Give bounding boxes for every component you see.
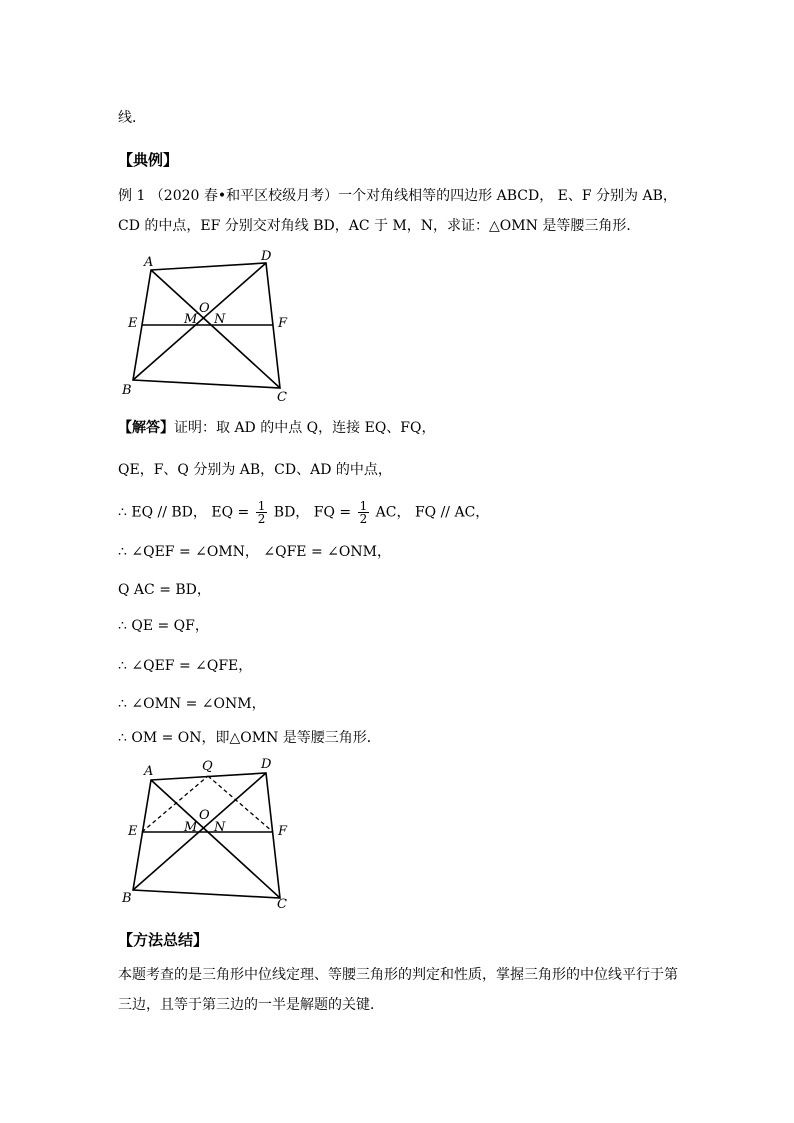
- label-m: M: [184, 312, 198, 327]
- label-a: A: [144, 255, 154, 270]
- quadrilateral-abcd-2: [133, 773, 280, 898]
- diagonal-bd: [133, 263, 266, 380]
- label-d-2: D: [261, 757, 272, 772]
- label-n: N: [214, 312, 226, 327]
- fraction-half-2: $\frac{1}{2}$: [359, 499, 368, 526]
- step2-part-a: ∴ EQ // BD， EQ =: [118, 504, 250, 521]
- top-fragment: 线．: [118, 110, 146, 126]
- method-text: 本题考查的是三角形中位线定理、等腰三角形的判定和性质，掌握三角形的中位线平行于第三边，且等于第三边的一半是解题的关键．: [118, 967, 678, 1013]
- example-line-1: [118, 186, 677, 206]
- solution-intro: 证明：取 AD 的中点 Q，连接 EQ、FQ，: [174, 420, 436, 436]
- example-problem-1: 一个对角线相等的四边形 ABCD， E、F 分别为 AB，: [338, 188, 677, 204]
- label-b: B: [122, 383, 132, 398]
- label-c: C: [277, 390, 287, 405]
- label-o: O: [199, 301, 210, 316]
- solution-step-6: ∴ ∠QEF = ∠QFE，: [118, 658, 253, 674]
- step2-part-b: BD， FQ =: [273, 504, 352, 521]
- solution-line-1: [118, 418, 436, 438]
- label-n-2: N: [214, 820, 226, 835]
- label-f-2: F: [278, 824, 288, 839]
- label-e: E: [128, 316, 138, 331]
- example-prefix: 例 1 （2020 春•和平区校级月考）: [118, 188, 339, 204]
- figure-2: [118, 755, 308, 915]
- label-c-2: C: [277, 897, 287, 912]
- solution-step-4: Q AC = BD，: [118, 582, 211, 598]
- figure-1: [118, 245, 308, 405]
- diagonal-ac-2: [151, 780, 280, 898]
- label-e-2: E: [128, 824, 138, 839]
- diagonal-ac: [151, 270, 280, 388]
- label-b-2: B: [122, 891, 132, 906]
- label-q-2: Q: [202, 759, 213, 774]
- solution-step-2: [118, 500, 489, 525]
- label-m-2: M: [184, 820, 198, 835]
- solution-step-5: ∴ QE = QF，: [118, 618, 209, 634]
- solution-tag: 【解答】: [118, 420, 174, 436]
- label-a-2: A: [144, 764, 154, 779]
- example-line-2: CD 的中点，EF 分别交对角线 BD，AC 于 M，N，求证：△OMN 是等腰三角形．: [118, 218, 641, 234]
- solution-step-3: ∴ ∠QEF = ∠OMN， ∠QFE = ∠ONM，: [118, 544, 391, 560]
- example-heading: 【典例】: [118, 151, 179, 169]
- solution-step-7: ∴ ∠OMN = ∠ONM，: [118, 696, 266, 712]
- fraction-half-1: $\frac{1}{2}$: [257, 499, 266, 526]
- solution-step-1: QE，F、Q 分别为 AB，CD、AD 的中点，: [118, 462, 392, 478]
- label-f: F: [278, 316, 288, 331]
- solution-step-8: ∴ OM = ON，即△OMN 是等腰三角形．: [118, 730, 381, 746]
- label-o-2: O: [199, 808, 210, 823]
- label-d: D: [261, 249, 272, 264]
- method-heading: 【方法总结】: [118, 931, 209, 949]
- step2-part-c: AC， FQ // AC，: [375, 504, 490, 521]
